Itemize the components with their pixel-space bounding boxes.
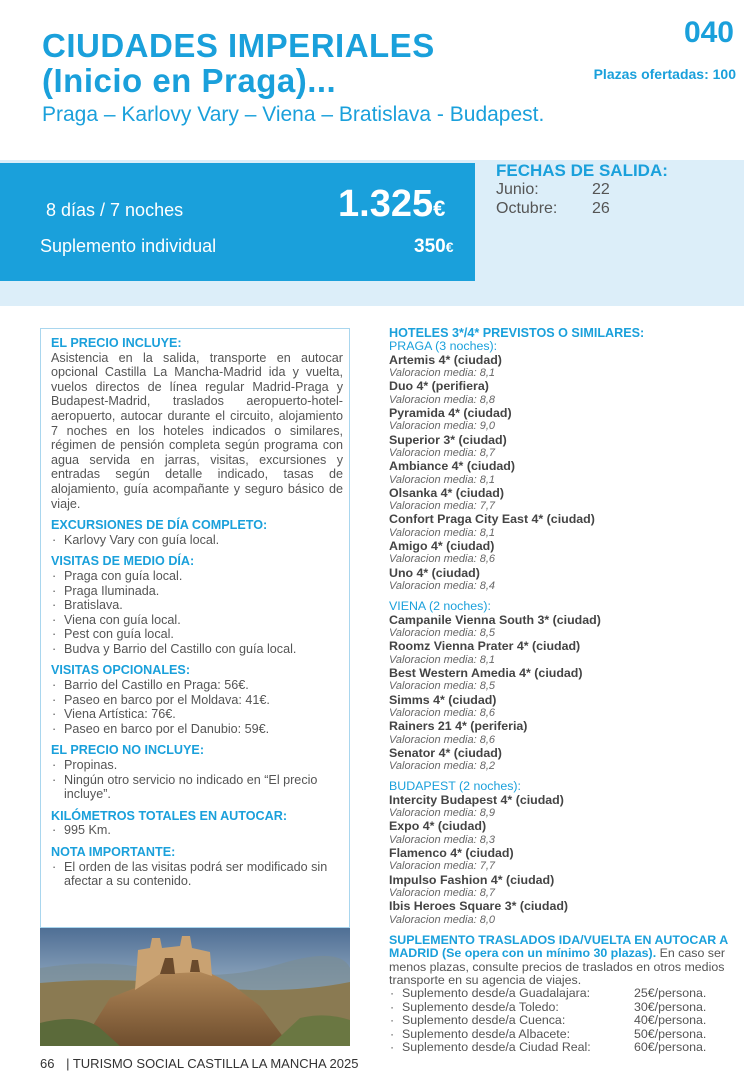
traslado-price: 25€/persona. (634, 986, 707, 1001)
list-item: · Barrio del Castillo en Praga: 56€. (51, 678, 343, 693)
hotel-name: Impulso Fashion 4* (ciudad) (389, 872, 555, 887)
hotel-name: Flamenco 4* (ciudad) (389, 845, 514, 860)
hotel-rating: Valoracion media: 8,2 (389, 760, 495, 773)
hotel-name: Duo 4* (perifiera) (389, 379, 489, 394)
list-item (389, 1014, 739, 1027)
no-incluye-heading: EL PRECIO NO INCLUYE: (51, 743, 205, 758)
list-item: · Viena Artística: 76€. (51, 707, 343, 722)
traslado-label: · Suplemento desde/a Albacete: (402, 1026, 571, 1041)
traslado-price: 30€/persona. (634, 999, 707, 1014)
title-line-2: (Inicio en Praga)... (42, 62, 337, 99)
list-item: · Bratislava. (51, 598, 343, 613)
traslados-intro (389, 934, 739, 988)
price-amount (338, 183, 445, 226)
hotel-rating: Valoracion media: 8,5 (389, 680, 495, 693)
hotel-rating: Valoracion media: 8,6 (389, 706, 495, 719)
hotel-name: Pyramida 4* (ciudad) (389, 406, 512, 421)
fecha-month: Octubre: (496, 200, 558, 217)
city-block-viena (389, 600, 739, 773)
hotel-rating: Valoracion media: 8,7 (389, 447, 495, 460)
list-item (389, 1001, 739, 1014)
hotel-rating: Valoracion media: 9,0 (389, 420, 495, 433)
page-number: 66 (40, 1056, 55, 1071)
list-item: · Praga Iluminada. (51, 584, 343, 599)
traslado-label: · Suplemento desde/a Cuenca: (402, 1013, 566, 1028)
hotels-heading: HOTELES 3*/4* PREVISTOS O SIMILARES: (389, 326, 645, 340)
hotel-rating: Valoracion media: 8,3 (389, 833, 495, 846)
city-name: BUDAPEST (2 noches): (389, 779, 521, 794)
hotel-name: Olsanka 4* (ciudad) (389, 485, 504, 500)
traslados-text: En caso ser menos plazas, consulte precios de traslados en otros medios transporte en su agencia de viajes. (389, 946, 726, 988)
km-list (51, 823, 343, 838)
list-item: · Propinas. (51, 758, 343, 773)
fecha-day: 26 (592, 200, 610, 217)
incluye-heading: EL PRECIO INCLUYE: (51, 336, 182, 350)
hotel-rating: Valoracion media: 8,1 (389, 473, 495, 486)
hotel-name: Best Western Amedia 4* (ciudad) (389, 665, 583, 680)
price-value: 1.325 (338, 183, 434, 225)
list-item: · Viena con guía local. (51, 613, 343, 628)
nota-heading: NOTA IMPORTANTE: (51, 845, 176, 859)
list-item: · Praga con guía local. (51, 569, 343, 584)
fecha-month: Junio: (496, 181, 539, 198)
city-name: VIENA (2 noches): (389, 599, 491, 614)
hotel-name: Superior 3* (ciudad) (389, 432, 507, 447)
trip-code: 040 (683, 16, 734, 49)
title-line-1: CIUDADES IMPERIALES (42, 27, 435, 64)
supplement-currency: € (445, 239, 454, 255)
list-item: · 995 Km. (51, 823, 343, 838)
list-item: · Paseo en barco por el Moldava: 41€. (51, 693, 343, 708)
hotel-rating: Valoracion media: 7,7 (389, 860, 495, 873)
hotel-name: Intercity Budapest 4* (ciudad) (389, 792, 564, 807)
traslado-label: · Suplemento desde/a Toledo: (402, 999, 559, 1014)
hotel-rating: Valoracion media: 8,1 (389, 526, 495, 539)
excursiones-heading: EXCURSIONES DE DÍA COMPLETO: (51, 518, 268, 533)
city-name: PRAGA (3 noches): (389, 339, 498, 354)
medio-dia-list (51, 569, 343, 657)
hotel-name: Campanile Vienna South 3* (ciudad) (389, 612, 601, 627)
traslado-label: · Suplemento desde/a Ciudad Real: (402, 1040, 591, 1055)
incluye-text: Asistencia en la salida, transporte en autocar opcional Castilla La Mancha-Madrid ida y vuelta, vuelos directos de línea regular Madrid-Praga y Budapest-Madrid, traslados aeropuerto-hotel-aeropuerto, autocar durante el circuito, alojamiento 7 noches en los hoteles indicados o similares, régimen de pensión completa según programa con agua servida en jarras, visitas, excursiones y entradas según detalle indicado, tasas de alojamiento, guía acompañante y seguro básico de viaje. (51, 350, 343, 511)
hotel-rating: Valoracion media: 8,5 (389, 627, 495, 640)
list-item: · Ningún otro servicio no indicado en “El precio incluye”. (51, 773, 343, 802)
fecha-row (496, 181, 610, 199)
hotel-rating: Valoracion media: 8,1 (389, 653, 495, 666)
list-item: · Budva y Barrio del Castillo con guía local. (51, 642, 343, 657)
hotel-name: Simms 4* (ciudad) (389, 692, 497, 707)
city-block-budapest (389, 780, 739, 926)
city-block-praga (389, 340, 739, 593)
hotel-rating: Valoracion media: 8,0 (389, 913, 495, 926)
footer-text: | TURISMO SOCIAL CASTILLA LA MANCHA 2025 (66, 1056, 359, 1071)
traslados-list (389, 987, 739, 1054)
route: Praga – Karlovy Vary – Viena – Bratislava - Budapest. (42, 103, 545, 126)
hotel-name: Roomz Vienna Prater 4* (ciudad) (389, 639, 581, 654)
plazas-ofertadas: Plazas ofertadas: 100 (593, 66, 736, 82)
list-item: · Paseo en barco por el Danubio: 59€. (51, 722, 343, 737)
hotel-name: Artemis 4* (ciudad) (389, 352, 502, 367)
list-item (389, 987, 739, 1000)
hotel-name: Expo 4* (ciudad) (389, 819, 487, 834)
traslado-label: · Suplemento desde/a Guadalajara: (402, 986, 591, 1001)
km-heading: KILÓMETROS TOTALES EN AUTOCAR: (51, 808, 288, 823)
supplement-amount (414, 236, 454, 258)
fecha-row (496, 200, 610, 218)
hotel-rating: Valoracion media: 8,6 (389, 733, 495, 746)
fecha-day: 22 (592, 181, 610, 198)
hotel-name: Ambiance 4* (ciudad) (389, 459, 515, 474)
opcionales-list (51, 678, 343, 736)
list-item: · Pest con guía local. (51, 627, 343, 642)
traslado-price: 60€/persona. (634, 1040, 707, 1055)
no-incluye-list (51, 758, 343, 802)
opcionales-heading: VISITAS OPCIONALES: (51, 663, 191, 678)
castle-photo (40, 928, 350, 1046)
excursiones-list (51, 533, 343, 548)
hotels-column (389, 327, 739, 1054)
info-content (51, 336, 343, 889)
supplement-label: Suplemento individual (40, 236, 217, 256)
hotel-rating: Valoracion media: 8,1 (389, 367, 495, 380)
hotel-name: Amigo 4* (ciudad) (389, 539, 495, 554)
traslados-heading: SUPLEMENTO TRASLADOS IDA/VUELTA EN AUTOCAR A MADRID (Se opera con un mínimo 30 plazas). (389, 932, 728, 961)
hotel-rating: Valoracion media: 8,7 (389, 887, 495, 899)
medio-dia-heading: VISITAS DE MEDIO DÍA: (51, 554, 195, 569)
list-item: · El orden de las visitas podrá ser modificado sin afectar a su contenido. (51, 860, 343, 889)
traslado-price: 40€/persona. (634, 1013, 707, 1028)
hotel-rating: Valoracion media: 8,6 (389, 553, 495, 566)
price-currency: € (433, 196, 446, 221)
traslado-price: 50€/persona. (634, 1026, 707, 1041)
hotel-rating: Valoracion media: 8,8 (389, 393, 495, 406)
page-title (42, 28, 435, 98)
list-item (389, 1028, 739, 1041)
list-item: · Karlovy Vary con guía local. (51, 533, 343, 548)
fechas-heading: FECHAS DE SALIDA: (496, 161, 668, 180)
hotel-name: Uno 4* (ciudad) (389, 565, 480, 580)
hotel-name: Ibis Heroes Square 3* (ciudad) (389, 899, 569, 914)
nota-list (51, 860, 343, 889)
hotel-name: Senator 4* (ciudad) (389, 745, 502, 760)
supplement-value: 350 (414, 236, 446, 257)
list-item (389, 1041, 739, 1054)
duration: 8 días / 7 noches (46, 200, 184, 220)
castle-illustration (40, 928, 350, 1046)
hotel-rating: Valoracion media: 8,4 (389, 580, 495, 593)
hotel-name: Confort Praga City East 4* (ciudad) (389, 512, 595, 527)
hotel-name: Rainers 21 4* (periferia) (389, 719, 528, 734)
hotel-rating: Valoracion media: 8,9 (389, 807, 495, 820)
hotel-rating: Valoracion media: 7,7 (389, 500, 495, 513)
traslados-block (389, 934, 739, 1055)
